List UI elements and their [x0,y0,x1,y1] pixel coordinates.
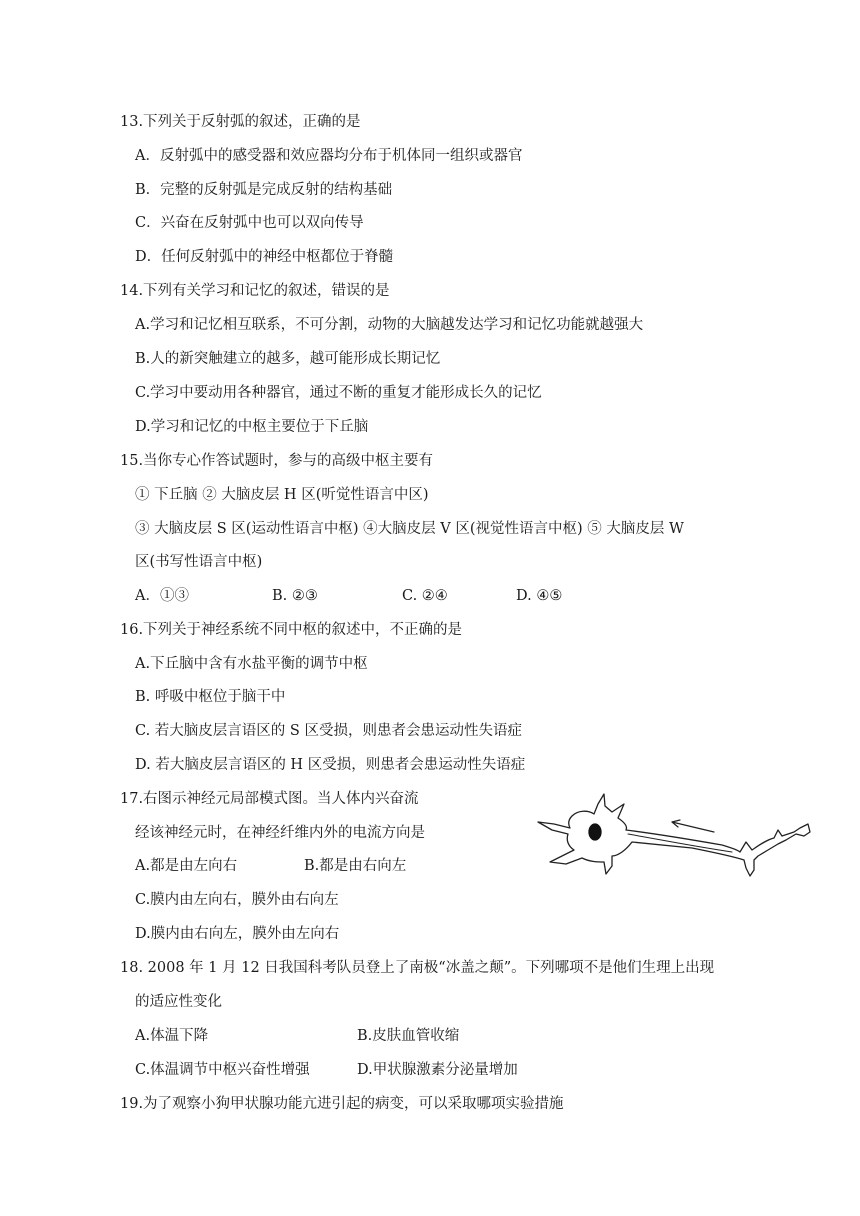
q15-option-c: C. ②④ [402,588,448,604]
q14-stem: 14.下列有关学习和记忆的叙述，错误的是 [120,283,390,299]
q17-option-a: A.都是由左向右 [135,858,238,874]
q15-option-a: A．①③ [135,588,189,604]
q15-items-line1: ① 下丘脑 ② 大脑皮层 H 区(听觉性语言中区) [135,487,429,503]
q17-option-d: D.膜内由右向左，膜外由左向右 [135,926,340,942]
q15-items-line3: 区(书写性语言中枢) [135,554,263,570]
q14-option-b: B.人的新突触建立的越多，越可能形成长期记忆 [135,351,441,367]
neuron-outline [538,794,810,876]
q15-stem: 15.当你专心作答试题时，参与的高级中枢主要有 [120,453,434,469]
q15-items-line2: ③ 大脑皮层 S 区(运动性语言中枢) ④大脑皮层 V 区(视觉性语言中枢) ⑤ 大脑皮层 W [135,521,684,537]
q18-option-c: C.体温调节中枢兴奋性增强 [135,1062,310,1078]
q13-stem: 13.下列关于反射弧的叙述，正确的是 [120,114,361,130]
q18-stem-line1: 18. 2008 年 1 月 12 日我国科考队员登上了南极“冰盖之颠”。下列哪项不是他们生理上出现 [120,960,715,976]
q15-option-d: D. ④⑤ [516,588,563,604]
q14-option-a: A.学习和记忆相互联系，不可分割，动物的大脑越发达学习和记忆功能就越强大 [135,317,644,333]
q14-option-d: D.学习和记忆的中枢主要位于下丘脑 [135,419,369,435]
q18-option-a: A.体温下降 [135,1028,209,1044]
q16-stem: 16.下列关于神经系统不同中枢的叙述中，不正确的是 [120,622,463,638]
q16-option-d: D. 若大脑皮层言语区的 H 区受损，则患者会患运动性失语症 [135,757,526,773]
nucleus [589,824,601,840]
q15-option-b: B. ②③ [272,588,318,604]
q16-option-c: C. 若大脑皮层言语区的 S 区受损，则患者会患运动性失语症 [135,723,522,739]
q17-option-b: B.都是由右向左 [304,858,407,874]
q17-stem-line1: 17.右图示神经元局部模式图。当人体内兴奋流 [120,791,419,807]
q13-option-b: B．完整的反射弧是完成反射的结构基础 [135,182,393,198]
neuron-diagram [532,790,812,880]
q19-stem: 19.为了观察小狗甲状腺功能亢进引起的病变，可以采取哪项实验措施 [120,1096,564,1112]
q17-option-c: C.膜内由左向右，膜外由右向左 [135,892,339,908]
q18-stem-line2: 的适应性变化 [135,994,222,1010]
q13-option-d: D．任何反射弧中的神经中枢都位于脊髓 [135,249,394,265]
q17-stem-line2: 经该神经元时，在神经纤维内外的电流方向是 [135,825,425,841]
q13-option-c: C．兴奋在反射弧中也可以双向传导 [135,215,364,231]
q16-option-b: B. 呼吸中枢位于脑干中 [135,689,286,705]
q16-option-a: A.下丘脑中含有水盐平衡的调节中枢 [135,656,368,672]
q18-option-d: D.甲状腺激素分泌量增加 [357,1062,518,1078]
q18-option-b: B.皮肤血管收缩 [357,1028,460,1044]
q14-option-c: C.学习中要动用各种器官，通过不断的重复才能形成长久的记忆 [135,385,542,401]
q13-option-a: A．反射弧中的感受器和效应器均分布于机体同一组织或器官 [135,148,523,164]
